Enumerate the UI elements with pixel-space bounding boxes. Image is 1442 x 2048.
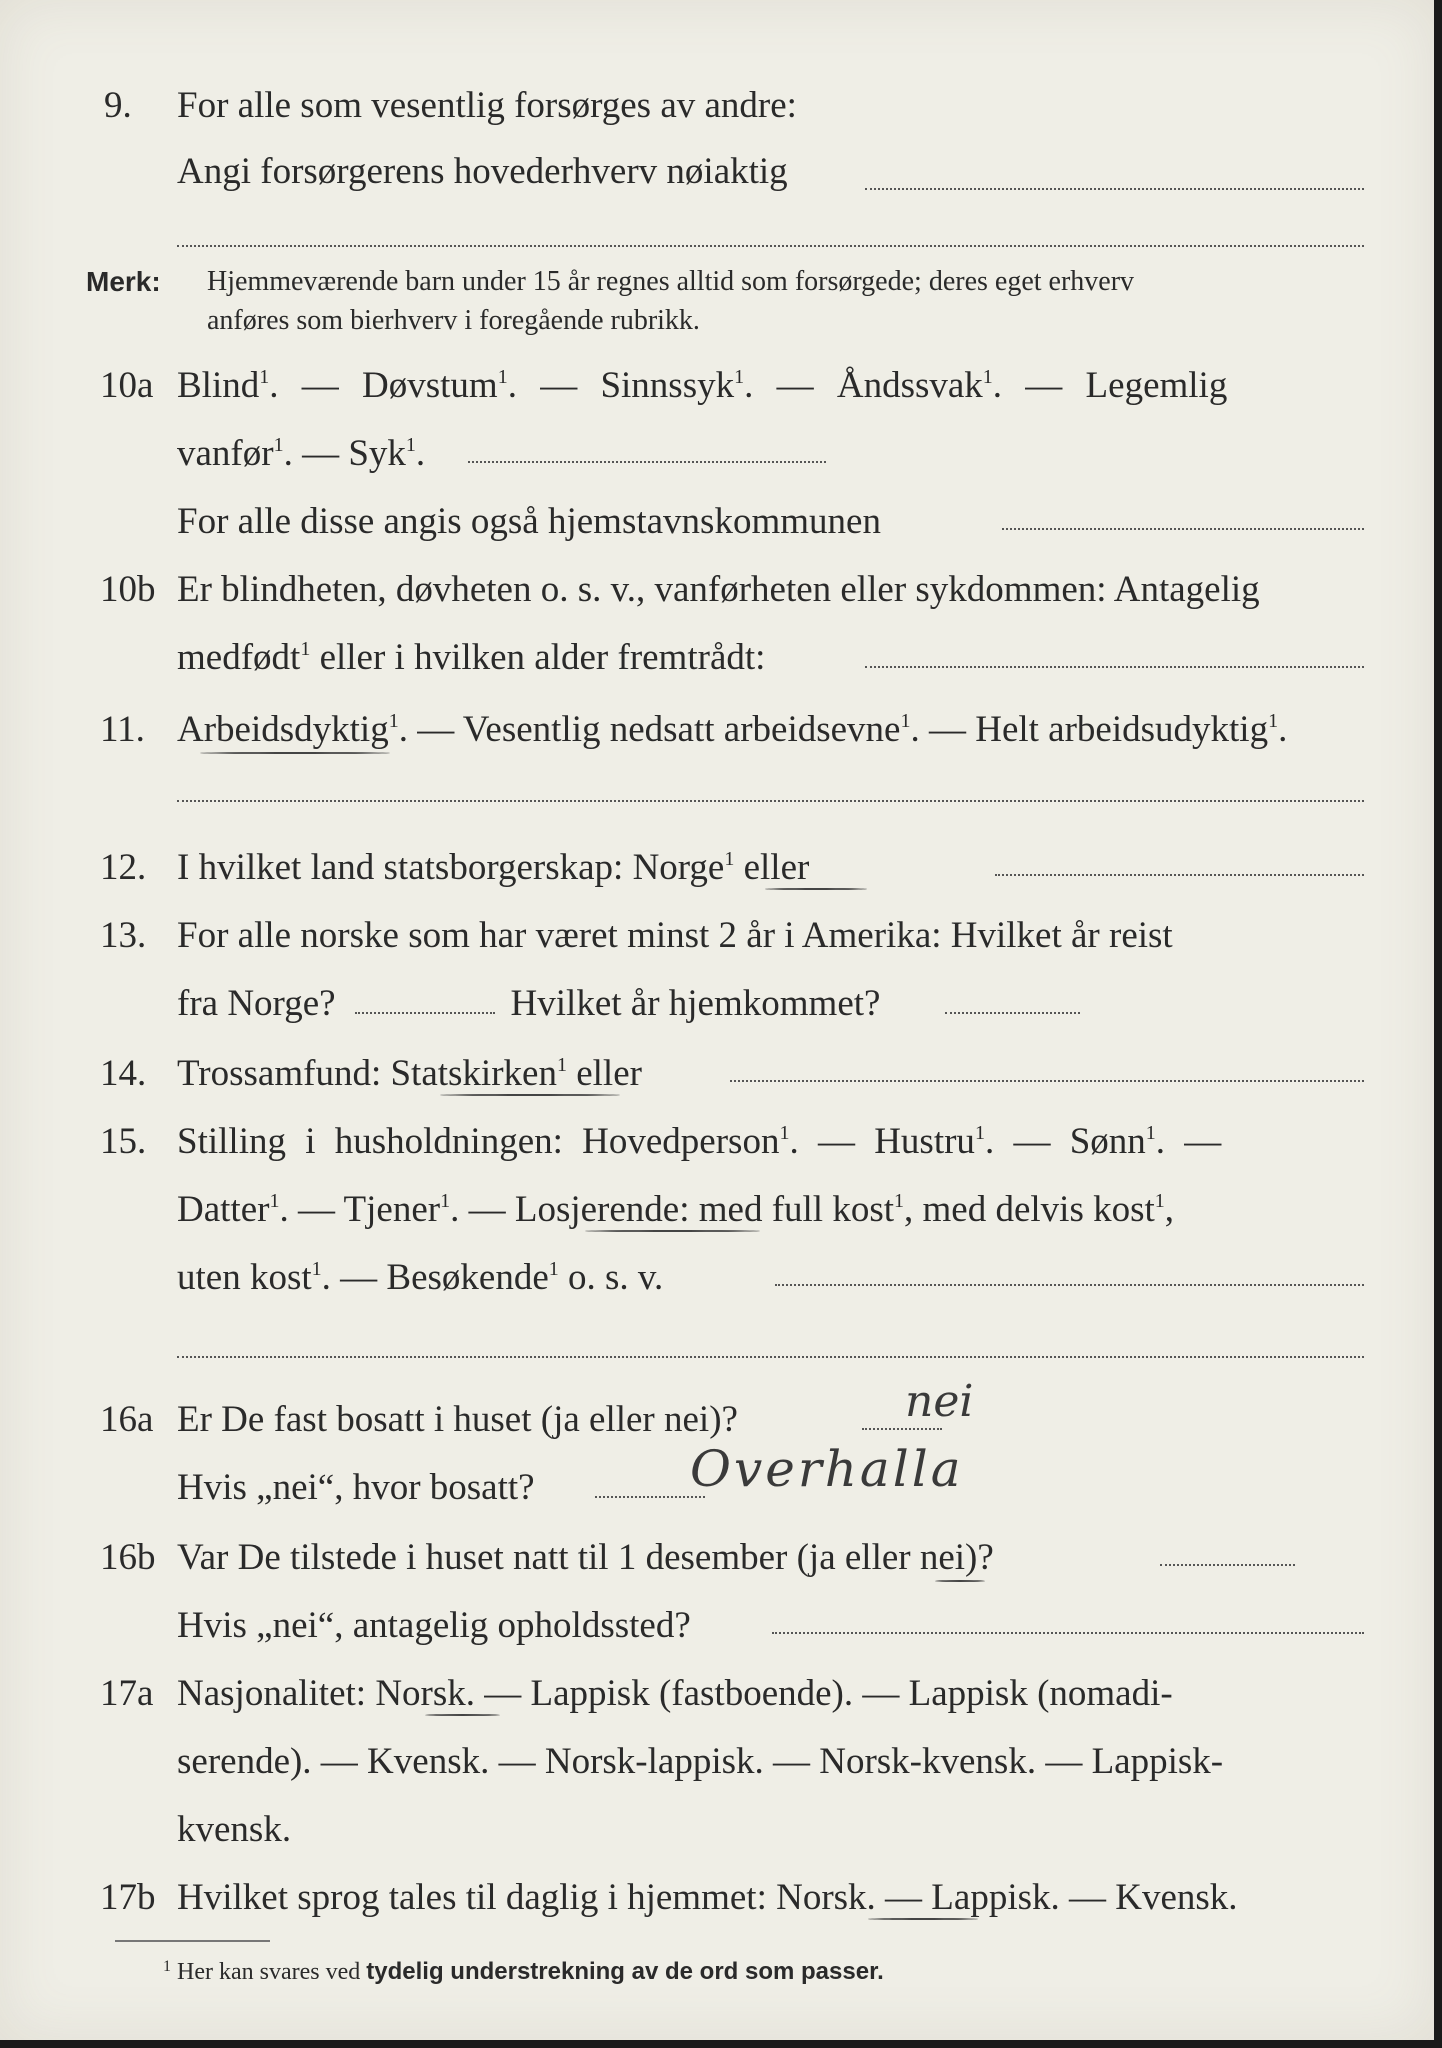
q17a-line2: serende). — Kvensk. — Norsk-lappisk. — Norsk-kvensk. — Lappisk- (177, 1741, 1224, 1782)
q16b-opholdssted-field[interactable] (772, 1632, 1364, 1634)
q13-line1: For alle norske som har været minst 2 år i Amerika: Hvilket år reist (177, 915, 1173, 956)
q14-line1: Trossamfund: Statskirken$^1$ eller (177, 1053, 642, 1094)
q14-number: 14. (100, 1053, 147, 1094)
q17b-line1: Hvilket sprog tales til daglig i hjemmet: Norsk. — Lappisk. — Kvensk. (177, 1877, 1238, 1918)
merk-line1: Hjemmeværende barn under 15 år regnes alltid som forsørgede; deres eget erhverv (207, 266, 1135, 297)
q11-answer-field[interactable] (177, 800, 1364, 802)
q15-number: 15. (100, 1121, 147, 1162)
q16b-tilstede-field[interactable] (1160, 1564, 1295, 1566)
q10a-syk-field[interactable] (468, 461, 826, 463)
q10b-line2: medfødt$^1$ eller i hvilken alder fremtrådt: (177, 637, 766, 678)
q11-handwritten-underline (200, 752, 390, 754)
q16a-line2: Hvis „nei“, hvor bosatt? (177, 1467, 535, 1508)
q13-number: 13. (100, 915, 147, 956)
q12-number: 12. (100, 847, 147, 888)
q10b-line1: Er blindheten, døvheten o. s. v., vanførheten eller sykdommen: Antagelig (177, 569, 1260, 610)
q9-answer-field[interactable] (865, 188, 1364, 190)
q16b-line2: Hvis „nei“, antagelig opholdssted? (177, 1605, 691, 1646)
q17a-line1: Nasjonalitet: Norsk. — Lappisk (fastboende). — Lappisk (nomadi- (177, 1673, 1173, 1714)
q17b-number: 17b (100, 1877, 156, 1918)
q15-line3: uten kost$^1$. — Besøkende$^1$ o. s. v. (177, 1257, 664, 1298)
q11-number: 11. (100, 709, 145, 750)
q9-answer-field-2[interactable] (177, 245, 1364, 247)
q10a-kommune-field[interactable] (1002, 528, 1364, 530)
q10a-number: 10a (100, 365, 154, 406)
q12-land-field[interactable] (995, 874, 1364, 876)
q13-hjemkommet-field[interactable] (945, 1012, 1080, 1014)
merk-label: Merk: (86, 266, 161, 297)
q9-line2: Angi forsørgerens hovederhverv nøiaktig (177, 151, 788, 192)
q13-reist-field[interactable] (355, 1012, 495, 1014)
q9-number: 9. (104, 85, 132, 126)
q16a-bosatt-field[interactable] (862, 1428, 942, 1430)
q16a-line1: Er De fast bosatt i huset (ja eller nei)? (177, 1399, 738, 1440)
q17a-number: 17a (100, 1673, 154, 1714)
q16b-line1: Var De tilstede i huset natt til 1 desember (ja eller nei)? (177, 1537, 994, 1578)
q16a-hvor-field[interactable] (595, 1496, 705, 1498)
q10a-line3: For alle disse angis også hjemstavnskommunen (177, 501, 881, 542)
q16a-handwritten-answer: nei (905, 1376, 974, 1427)
q15-line2: Datter$^1$. — Tjener$^1$. — Losjerende: med full kost$^1$, med delvis kost$^1$, (177, 1189, 1175, 1230)
footnote: $^1$ Her kan svares ved tydelig understrekning av de ord som passer. (163, 1958, 884, 1985)
q11-line1: Arbeidsdyktig$^1$. — Vesentlig nedsatt arbeidsevne$^1$. — Helt arbeidsudyktig$^1$. (177, 709, 1288, 750)
q14-trossamfund-field[interactable] (730, 1080, 1364, 1082)
q13-line2: fra Norge? Hvilket år hjemkommet? (177, 983, 881, 1024)
q17a-line3: kvensk. (177, 1809, 292, 1850)
q12-handwritten-underline (765, 888, 867, 890)
q17a-handwritten-underline (425, 1714, 500, 1716)
q14-handwritten-underline (440, 1094, 620, 1096)
q10b-alder-field[interactable] (865, 666, 1364, 668)
q12-line1: I hvilket land statsborgerskap: Norge$^1$ eller (177, 847, 810, 888)
merk-line2: anføres som bierhverv i foregående rubrikk. (207, 305, 700, 336)
q16a-handwritten-place: Overhalla (690, 1440, 964, 1498)
q16b-handwritten-underline (935, 1580, 985, 1582)
q17b-handwritten-underline (868, 1918, 978, 1920)
q15-stilling-field-2[interactable] (177, 1356, 1364, 1358)
q16a-number: 16a (100, 1399, 154, 1440)
footnote-rule (115, 1940, 270, 1942)
q10b-number: 10b (100, 569, 156, 610)
q9-line1: For alle som vesentlig forsørges av andre: (177, 85, 797, 126)
q10a-line2: vanfør$^1$. — Syk$^1$. (177, 433, 426, 474)
q10a-line1: Blind$^1$. — Døvstum$^1$. — Sinnssyk$^1$. — Åndssvak$^1$. — Legemlig (177, 365, 1228, 406)
q15-handwritten-underline (585, 1230, 760, 1232)
q16b-number: 16b (100, 1537, 156, 1578)
q15-stilling-field[interactable] (775, 1284, 1364, 1286)
q15-line1: Stilling i husholdningen: Hovedperson$^1$. — Hustru$^1$. — Sønn$^1$. — (177, 1121, 1222, 1162)
